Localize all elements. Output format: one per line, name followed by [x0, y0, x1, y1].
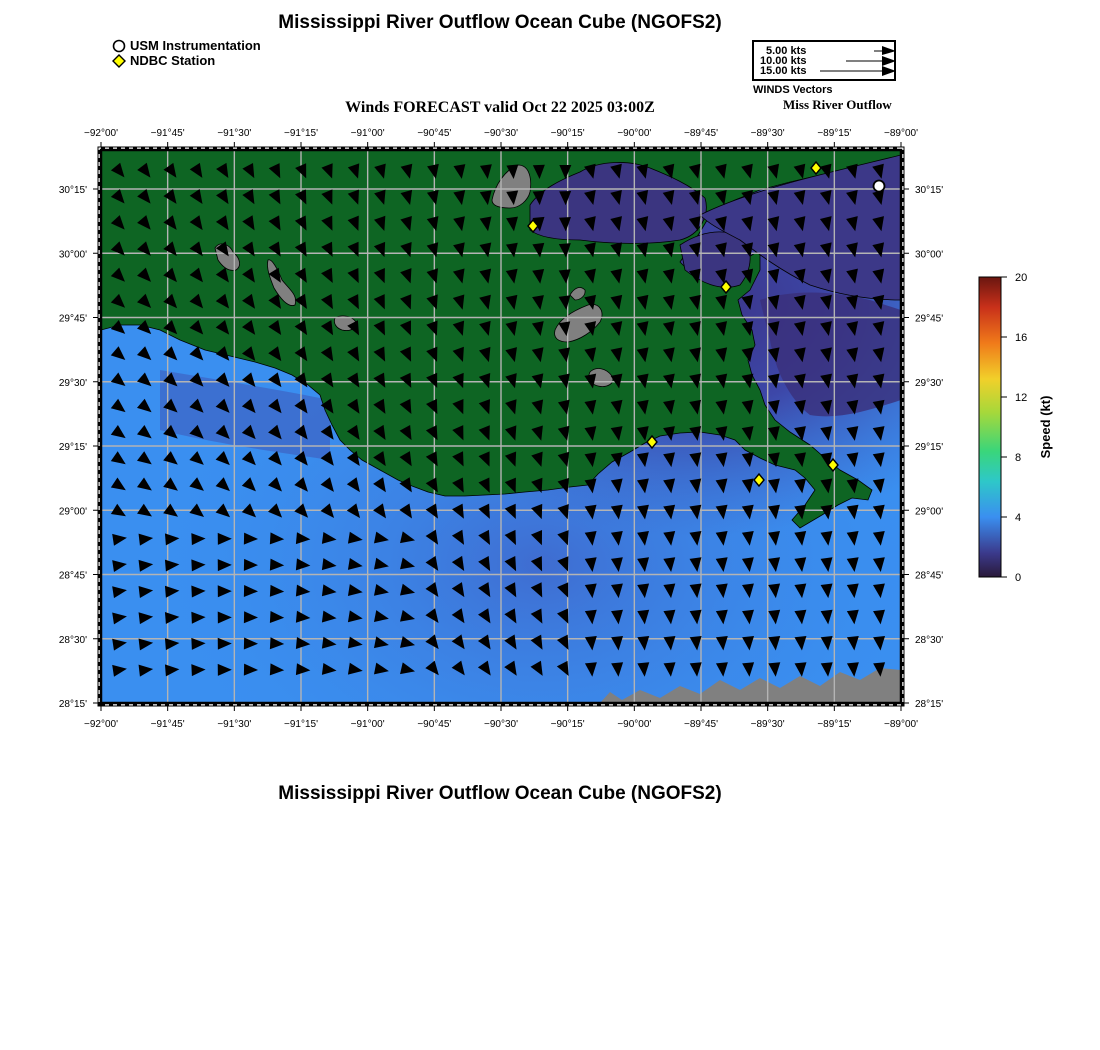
station-legend [112, 38, 261, 68]
footer-title: Mississippi River Outflow Ocean Cube (NGOFS2) [278, 783, 722, 804]
lat-tick-label-right: 29°15' [915, 442, 944, 453]
lat-tick-label-right: 28°30' [915, 634, 944, 646]
lon-tick-label-bottom: −91°15' [284, 719, 318, 730]
lat-tick-label-right: 29°45' [915, 313, 944, 325]
lon-tick-label-bottom: −90°00' [617, 719, 652, 730]
vector-key-row-10: 10.00 kts [760, 55, 807, 67]
arrow-icon [882, 56, 896, 66]
lon-tick-label-bottom: −89°30' [750, 719, 785, 730]
lon-tick-label-top: −91°00' [350, 128, 385, 139]
colorbar-ticks [1001, 272, 1027, 584]
lon-tick-label-bottom: −91°30' [217, 719, 252, 730]
lat-tick-label-left: 28°15' [58, 699, 87, 710]
lat-tick-label-right: 28°45' [915, 570, 944, 582]
lon-tick-label-bottom: −91°00' [350, 719, 385, 730]
lat-tick-label-left: 29°00' [58, 506, 87, 518]
lon-tick-label-top: −89°00' [884, 128, 918, 139]
arrow-icon [882, 46, 896, 55]
legend-ndbc [112, 53, 261, 68]
diamond-icon [112, 54, 126, 68]
lon-tick-label-top: −90°30' [484, 128, 518, 139]
lat-tick-label-right: 28°15' [915, 699, 944, 710]
region-label: Miss River Outflow [783, 97, 892, 112]
lon-tick-label-bottom: −89°00' [884, 719, 918, 730]
lon-tick-label-bottom: −89°45' [684, 719, 718, 730]
colorbar-label: Speed (kt) [1038, 395, 1053, 459]
colorbar-tick-label: 8 [1015, 452, 1022, 464]
lon-tick-label-top: −89°15' [817, 128, 852, 139]
lon-tick-label-top: −92°00' [84, 128, 118, 139]
lon-tick-label-top: −90°00' [617, 128, 652, 139]
lat-tick-label-right: 29°00' [915, 506, 944, 518]
colorbar-tick-label: 0 [1015, 572, 1022, 584]
arrow-icon [882, 66, 896, 76]
lon-tick-label-bottom: −89°15' [817, 719, 852, 730]
lon-tick-label-top: −90°45' [417, 128, 452, 139]
vector-key-row-15: 15.00 kts [760, 65, 807, 77]
vector-key-caption: WINDS Vectors [753, 84, 833, 96]
lon-tick-label-bottom: −90°30' [484, 719, 518, 730]
lon-tick-label-top: −89°45' [684, 128, 718, 139]
lon-tick-label-top: −91°45' [150, 128, 185, 139]
lat-tick-label-right: 29°30' [915, 377, 944, 389]
legend-ndbc-label: NDBC Station [130, 53, 216, 68]
lon-tick-label-bottom: −92°00' [84, 719, 118, 730]
lon-tick-label-bottom: −91°45' [150, 719, 185, 730]
lat-tick-label-left: 30°15' [58, 185, 87, 196]
lon-tick-label-top: −91°30' [217, 128, 252, 139]
lat-tick-label-right: 30°00' [915, 249, 944, 261]
page-title: Mississippi River Outflow Ocean Cube (NGOFS2) [278, 12, 722, 33]
usm-instrument-marker[interactable] [874, 181, 885, 192]
lon-tick-label-top: −89°30' [750, 128, 785, 139]
colorbar [960, 265, 1080, 595]
forecast-subtitle: Winds FORECAST valid Oct 22 2025 03:00Z [345, 99, 655, 116]
wind-map [0, 115, 1100, 735]
vector-key [752, 40, 896, 81]
lat-tick-label-left: 29°15' [58, 442, 87, 453]
lon-tick-label-top: −90°15' [550, 128, 585, 139]
colorbar-tick-label: 20 [1015, 272, 1028, 284]
lon-tick-label-bottom: −90°15' [550, 719, 585, 730]
lon-tick-label-bottom: −90°45' [417, 719, 452, 730]
vector-key-row-5: 5.00 kts [766, 45, 807, 57]
lon-tick-label-top: −91°15' [284, 128, 318, 139]
legend-usm-label: USM Instrumentation [130, 38, 261, 53]
colorbar-tick-label: 4 [1015, 512, 1022, 524]
colorbar-tick-label: 16 [1015, 332, 1028, 344]
lat-tick-label-left: 28°30' [58, 634, 87, 646]
lat-tick-label-left: 30°00' [58, 249, 87, 261]
lat-tick-label-right: 30°15' [915, 185, 944, 196]
circle-icon [112, 39, 126, 53]
colorbar-tick-label: 12 [1015, 392, 1028, 404]
vector-key-arrows [814, 42, 896, 80]
legend-usm [112, 38, 261, 53]
lat-tick-label-left: 28°45' [58, 570, 87, 582]
lat-tick-label-left: 29°30' [58, 377, 87, 389]
lat-tick-label-left: 29°45' [58, 313, 87, 325]
